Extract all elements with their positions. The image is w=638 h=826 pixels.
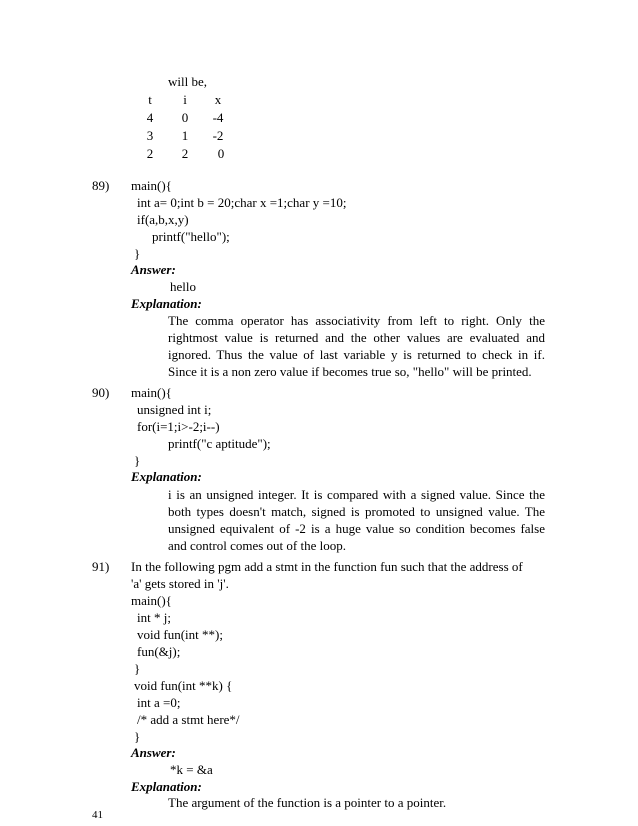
table-cell: 0 bbox=[217, 146, 225, 161]
code-line: main(){ bbox=[131, 593, 172, 608]
code-line: int * j; bbox=[137, 610, 171, 625]
code-line: void fun(int **); bbox=[137, 627, 223, 642]
table-cell: 2 bbox=[181, 146, 189, 161]
answer-text: *k = &a bbox=[170, 762, 213, 777]
answer-heading: Answer: bbox=[131, 745, 176, 760]
code-line: unsigned int i; bbox=[137, 402, 212, 417]
question-text: In the following pgm add a stmt in the function fun such that the address of bbox=[131, 559, 523, 574]
intro-text: will be, bbox=[168, 74, 207, 89]
question-text: 'a' gets stored in 'j'. bbox=[131, 576, 229, 591]
code-line: if(a,b,x,y) bbox=[137, 212, 189, 227]
code-line: /* add a stmt here*/ bbox=[137, 712, 240, 727]
code-line: main(){ bbox=[131, 178, 172, 193]
code-line: printf("hello"); bbox=[152, 229, 230, 244]
explanation-heading: Explanation: bbox=[131, 779, 202, 794]
question-number: 91) bbox=[92, 559, 110, 574]
page-number: 41 bbox=[92, 809, 103, 821]
table-cell: 4 bbox=[146, 110, 154, 125]
code-line: for(i=1;i>-2;i--) bbox=[137, 419, 220, 434]
explanation-text: i is an unsigned integer. It is compared with a signed value. Since the both types doesn't match, signed is promoted to unsigned value. The unsigned equivalent of -2 is a huge value so condition becomes false and control comes out of the loop. bbox=[168, 487, 545, 553]
code-line: void fun(int **k) { bbox=[134, 678, 233, 693]
code-line: } bbox=[134, 729, 141, 744]
explanation-text: The argument of the function is a pointer to a pointer. bbox=[168, 795, 447, 810]
code-line: } bbox=[134, 246, 141, 261]
table-header: t bbox=[148, 92, 152, 107]
table-cell: 3 bbox=[146, 128, 154, 143]
code-line: fun(&j); bbox=[137, 644, 181, 659]
code-line: int a= 0;int b = 20;char x =1;char y =10; bbox=[137, 195, 347, 210]
answer-heading: Answer: bbox=[131, 262, 176, 277]
table-header: i bbox=[183, 92, 187, 107]
table-cell: 1 bbox=[181, 128, 189, 143]
question-number: 89) bbox=[92, 178, 110, 193]
answer-text: hello bbox=[170, 279, 196, 294]
table-cell: -4 bbox=[212, 110, 224, 125]
code-line: printf("c aptitude"); bbox=[168, 436, 271, 451]
question-number: 90) bbox=[92, 385, 110, 400]
explanation-heading: Explanation: bbox=[131, 296, 202, 311]
table-header: x bbox=[214, 92, 222, 107]
code-line: } bbox=[134, 661, 141, 676]
table-cell: 2 bbox=[146, 146, 154, 161]
table-cell: -2 bbox=[212, 128, 224, 143]
explanation-heading: Explanation: bbox=[131, 469, 202, 484]
code-line: int a =0; bbox=[137, 695, 181, 710]
explanation-text: The comma operator has associativity from left to right. Only the rightmost value is returned and the other values are evaluated and ignored. Thus the value of last variable y is returned to check in if. Since it is a non zero value if becomes true so, "hello" will be printed. bbox=[168, 313, 545, 379]
table-cell: 0 bbox=[181, 110, 189, 125]
code-line: } bbox=[134, 453, 141, 468]
code-line: main(){ bbox=[131, 385, 172, 400]
